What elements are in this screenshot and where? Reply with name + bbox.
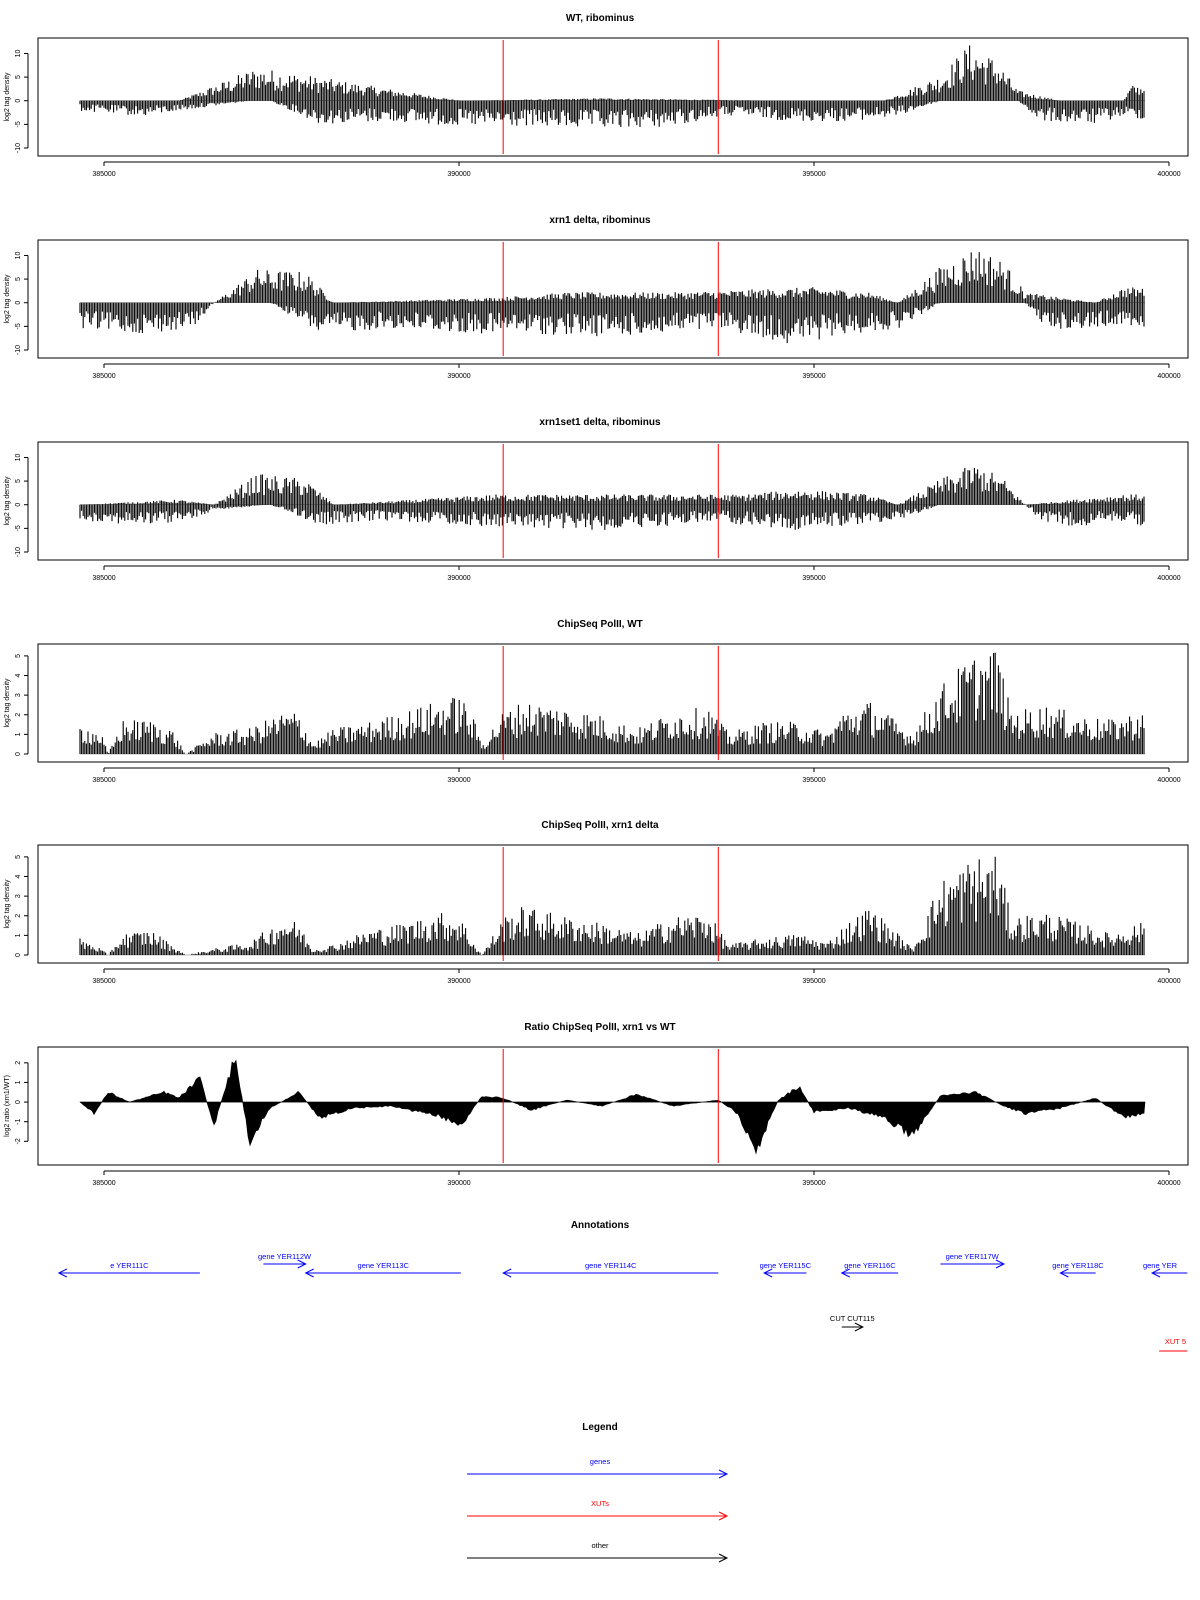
chart-title: ChipSeq PolII, WT: [557, 619, 643, 630]
y-tick-label: 4: [15, 874, 22, 879]
ratio-area: [80, 1060, 1145, 1153]
chart-title: WT, ribominus: [565, 13, 635, 24]
x-tick-label: 390000: [447, 171, 471, 178]
y-tick-label: -5: [15, 121, 22, 128]
series-plus: [214, 252, 1144, 303]
x-tick-label: 395000: [802, 575, 826, 582]
y-tick-label: 0: [15, 502, 22, 507]
x-tick-label: 390000: [447, 777, 471, 784]
x-tick-label: 385000: [92, 777, 116, 784]
y-tick-label: 0: [15, 953, 22, 957]
x-tick-label: 390000: [447, 978, 471, 985]
x-tick-label: 390000: [447, 575, 471, 582]
x-tick-label: 395000: [802, 171, 826, 178]
y-tick-label: 5: [15, 854, 22, 859]
chart-title: xrn1set1 delta, ribominus: [539, 417, 661, 428]
y-axis-label: log2 tag density: [4, 72, 11, 122]
x-tick-label: 400000: [1157, 777, 1181, 784]
annotations-panel: [59, 1220, 1187, 1351]
chart-panel-2: [4, 417, 1188, 582]
x-tick-label: 395000: [802, 777, 826, 784]
y-tick-label: -10: [15, 344, 22, 356]
x-tick-label: 395000: [802, 1180, 826, 1187]
series-plus: [181, 46, 1144, 101]
y-tick-label: 3: [15, 894, 22, 899]
y-tick-label: 2: [15, 1060, 22, 1065]
series-minus: [80, 505, 1144, 530]
y-tick-label: 5: [15, 653, 22, 658]
y-tick-label: 1: [15, 933, 22, 938]
y-axis-label: log2 tag density: [4, 879, 11, 929]
chart-panel-5: [4, 1022, 1188, 1187]
series-minus: [80, 303, 1144, 343]
y-tick-label: 10: [15, 49, 22, 58]
y-tick-label: 1: [15, 732, 22, 737]
chart-panel-0: [4, 13, 1188, 178]
y-tick-label: 5: [15, 479, 22, 484]
series-plus: [80, 857, 1144, 955]
x-tick-label: 400000: [1157, 1180, 1181, 1187]
y-tick-label: 0: [15, 300, 22, 305]
y-tick-label: -1: [15, 1118, 22, 1125]
chart-title: ChipSeq PolII, xrn1 delta: [541, 820, 659, 831]
x-tick-label: 385000: [92, 373, 116, 380]
y-tick-label: 3: [15, 693, 22, 698]
chart-panel-3: [4, 619, 1188, 784]
x-tick-label: 390000: [447, 373, 471, 380]
annotations-title: Annotations: [570, 1220, 630, 1231]
y-tick-label: 0: [15, 1100, 22, 1105]
y-tick-label: -5: [15, 525, 22, 532]
y-tick-label: 2: [15, 913, 22, 918]
x-tick-label: 400000: [1157, 373, 1181, 380]
y-tick-label: -10: [15, 142, 22, 154]
y-axis-label: log2 tag density: [4, 476, 11, 526]
y-tick-label: 0: [15, 752, 22, 756]
x-tick-label: 385000: [92, 575, 116, 582]
x-tick-label: 385000: [92, 171, 116, 178]
x-tick-label: 395000: [802, 373, 826, 380]
x-tick-label: 400000: [1157, 171, 1181, 178]
x-tick-label: 395000: [802, 978, 826, 985]
y-axis-label: log2 ratio (xrn1/WT): [4, 1075, 11, 1137]
x-tick-label: 385000: [92, 978, 116, 985]
x-tick-label: 390000: [447, 1180, 471, 1187]
y-axis-label: log2 tag density: [4, 274, 11, 324]
y-tick-label: 5: [15, 75, 22, 80]
y-tick-label: 1: [15, 1080, 22, 1085]
x-tick-label: 400000: [1157, 978, 1181, 985]
y-tick-label: 4: [15, 673, 22, 678]
series-plus: [86, 468, 1144, 505]
y-tick-label: 5: [15, 277, 22, 282]
chart-panel-4: [4, 820, 1188, 985]
series-minus: [80, 101, 1144, 127]
x-tick-label: 385000: [92, 1180, 116, 1187]
y-tick-label: -2: [15, 1138, 22, 1145]
y-tick-label: -10: [15, 546, 22, 558]
gene-annotation-0: [59, 1261, 200, 1277]
y-tick-label: 0: [15, 98, 22, 103]
y-tick-label: 10: [15, 251, 22, 260]
series-plus: [80, 653, 1144, 754]
chart-title: Ratio ChipSeq PolII, xrn1 vs WT: [524, 1022, 676, 1033]
y-tick-label: 2: [15, 712, 22, 717]
chart-title: xrn1 delta, ribominus: [549, 215, 651, 226]
x-tick-label: 400000: [1157, 575, 1181, 582]
chart-panel-1: [4, 215, 1188, 380]
y-tick-label: 10: [15, 453, 22, 462]
y-tick-label: -5: [15, 323, 22, 330]
y-axis-label: log2 tag density: [4, 678, 11, 728]
